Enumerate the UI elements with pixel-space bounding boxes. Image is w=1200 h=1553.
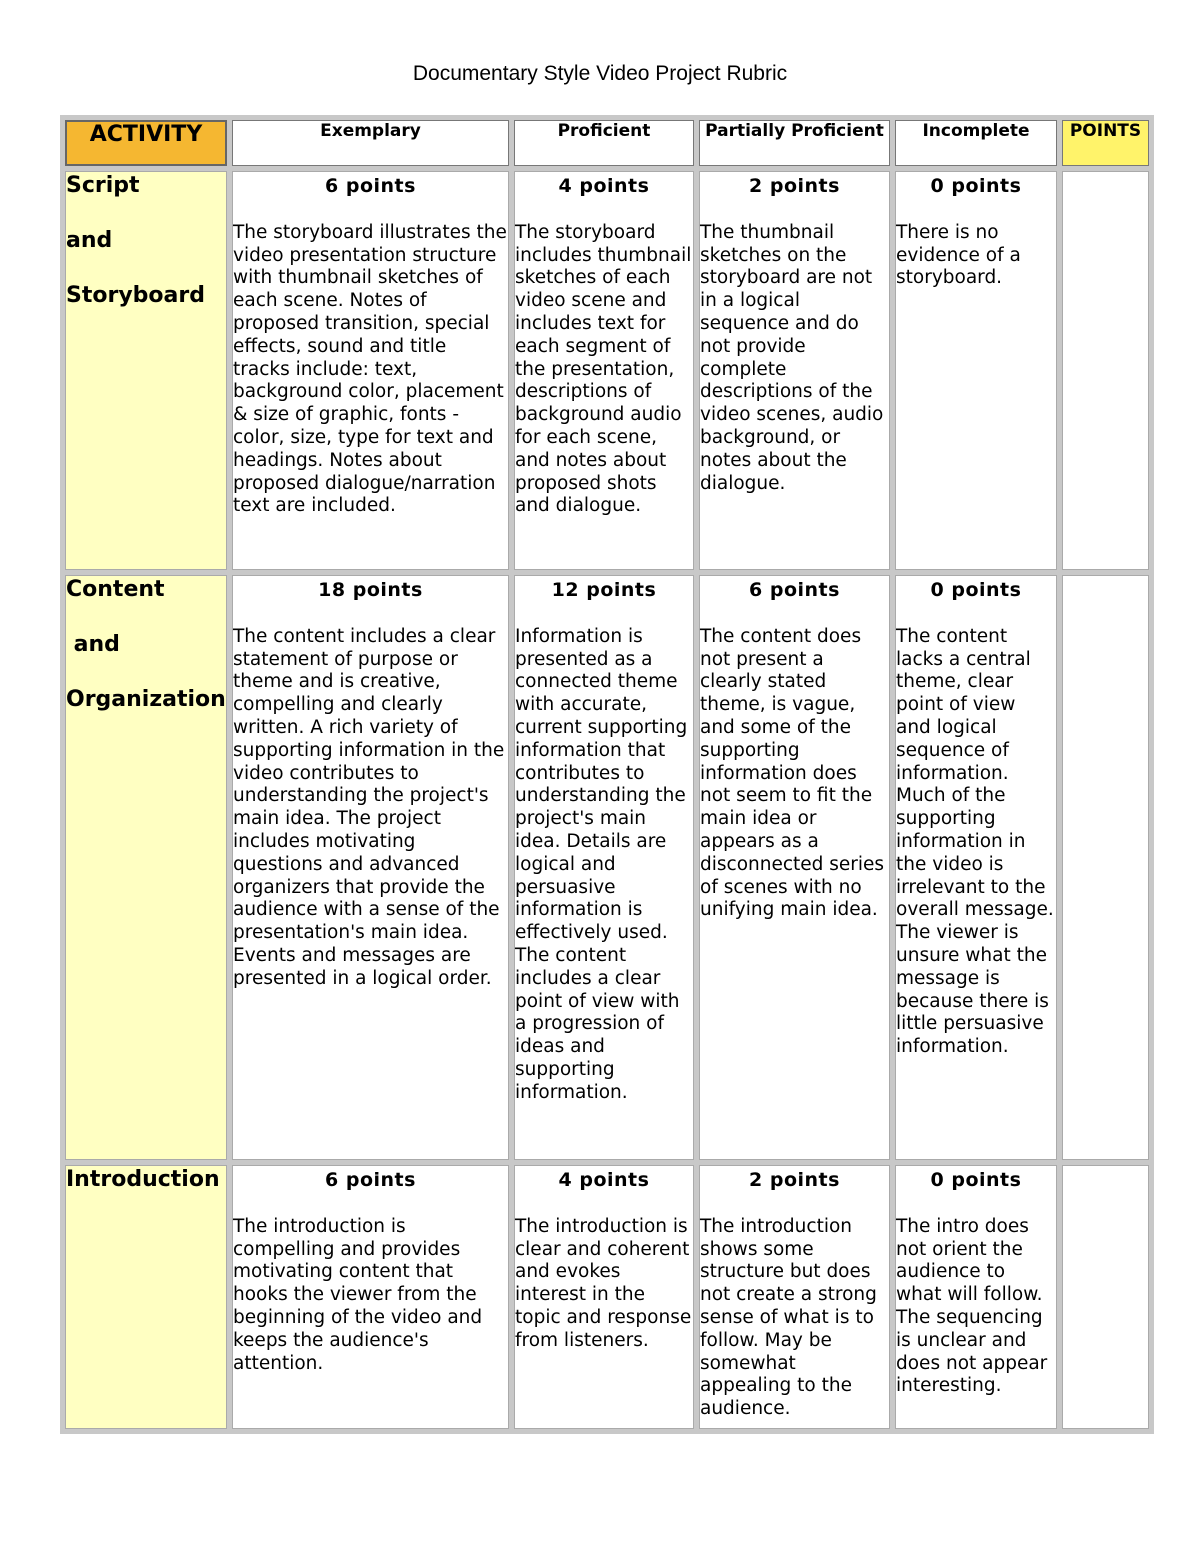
points-value: 0 points <box>930 1169 1022 1191</box>
rubric-row-content <box>65 575 1149 1160</box>
criteria-cell-proficient <box>514 171 694 570</box>
criteria-cell-proficient <box>514 575 694 1160</box>
points-value: 12 points <box>551 579 657 601</box>
criteria-text: The content lacks a central theme, clear point of view and logical sequence of information. Much of the supporting information in the video is irrelevant to the overall message. The viewer is unsure what the message is because there is little persuasive information. <box>896 625 1054 1058</box>
activity-label: Script <box>66 173 140 198</box>
criteria-cell-proficient <box>514 1165 694 1429</box>
criteria-text: The introduction shows some structure but does not create a strong sense of what is to follow. May be somewhat appealing to the audience. <box>700 1215 877 1420</box>
header-points: POINTS <box>1062 120 1149 166</box>
criteria-text: The thumbnail sketches on the storyboard are not in a logical sequence and do not provide complete descriptions of the video scenes, audio background, or notes about the dialogue. <box>700 221 884 494</box>
criteria-cell-exemplary <box>232 575 509 1160</box>
criteria-text: There is no evidence of a storyboard. <box>896 221 1021 289</box>
document-title: Documentary Style Video Project Rubric <box>412 62 788 85</box>
criteria-text: The content does not present a clearly stated theme, is vague, and some of the supporting information does not seem to fit the main idea or appears as a disconnected series of scenes with no unifying main idea. <box>700 625 885 921</box>
rubric-row-script <box>65 171 1149 570</box>
criteria-cell-exemplary <box>232 171 509 570</box>
criteria-text: The intro does not orient the audience to what will follow. The sequencing is unclear and does not appear interesting. <box>896 1215 1048 1397</box>
activity-label: and <box>66 632 120 657</box>
rubric-table <box>60 115 1154 1434</box>
activity-label: Storyboard <box>66 283 205 308</box>
criteria-cell-partially-proficient <box>699 1165 890 1429</box>
header-incomplete: Incomplete <box>895 120 1057 166</box>
criteria-text: The introduction is clear and coherent and evokes interest in the topic and response from listeners. <box>515 1215 692 1351</box>
points-value: 4 points <box>558 175 650 197</box>
activity-cell <box>65 575 227 1160</box>
points-entry-cell <box>1062 1165 1149 1429</box>
rubric-row-introduction <box>65 1165 1149 1429</box>
criteria-text: Information is presented as a connected theme with accurate, current supporting information that contributes to understanding the project's main idea. Details are logical and persuasive information is effectively used. The content includes a clear point of view with a progression of ideas and supporting information. <box>515 625 688 1103</box>
header-partially-proficient: Partially Proficient <box>699 120 890 166</box>
header-activity: ACTIVITY <box>65 120 227 166</box>
points-value: 2 points <box>749 1169 840 1191</box>
points-value: 0 points <box>930 579 1022 601</box>
activity-label: and <box>66 228 113 253</box>
header-proficient: Proficient <box>514 120 694 166</box>
activity-label: Introduction <box>66 1167 220 1192</box>
points-value: 18 points <box>318 579 423 601</box>
points-value: 6 points <box>325 1169 416 1191</box>
header-exemplary: Exemplary <box>232 120 509 166</box>
points-entry-cell <box>1062 171 1149 570</box>
criteria-cell-incomplete <box>895 171 1057 570</box>
criteria-text: The storyboard illustrates the video presentation structure with thumbnail sketches of each scene. Notes of proposed transition, special effects, sound and title tracks include: text, background color, placement & size of graphic, fonts - color, size, type for text and headings. Notes about proposed dialogue/narration text are included. <box>233 221 507 517</box>
criteria-cell-exemplary <box>232 1165 509 1429</box>
header-row <box>65 120 1149 166</box>
points-value: 6 points <box>749 579 840 601</box>
criteria-cell-partially-proficient <box>699 171 890 570</box>
activity-cell <box>65 1165 227 1429</box>
points-value: 0 points <box>930 175 1022 197</box>
activity-cell <box>65 171 227 570</box>
points-entry-cell <box>1062 575 1149 1160</box>
points-value: 6 points <box>325 175 416 197</box>
activity-label: Organization <box>66 687 226 712</box>
criteria-text: The storyboard includes thumbnail sketches of each video scene and includes text for each segment of the presentation, descriptions of background audio for each scene, and notes about proposed shots and dialogue. <box>515 221 692 517</box>
activity-label: Content <box>66 577 165 602</box>
criteria-cell-incomplete <box>895 1165 1057 1429</box>
criteria-text: The introduction is compelling and provides motivating content that hooks the viewer from the beginning of the video and keeps the audience's attention. <box>233 1215 483 1374</box>
criteria-text: The content includes a clear statement of purpose or theme and is creative, compelling and clearly written. A rich variety of supporting information in the video contributes to understanding the project's main idea. The project includes motivating questions and advanced organizers that provide the audience with a sense of the presentation's main idea. Events and messages are presented in a logical order. <box>233 625 505 989</box>
criteria-cell-incomplete <box>895 575 1057 1160</box>
points-value: 4 points <box>558 1169 650 1191</box>
criteria-cell-partially-proficient <box>699 575 890 1160</box>
points-value: 2 points <box>749 175 840 197</box>
